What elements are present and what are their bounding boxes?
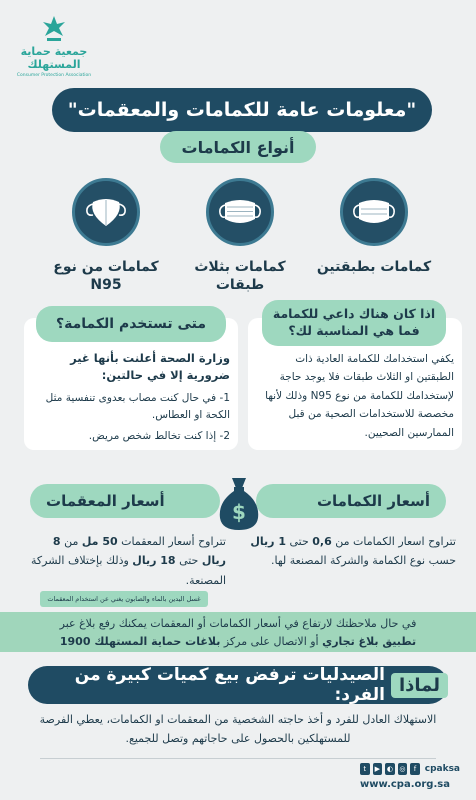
report-app-name: تطبيق بلاغ تجاري <box>322 634 417 648</box>
card-suitable-mask-header <box>262 300 446 346</box>
why-word: لماذا <box>391 673 448 698</box>
sanitizers-price-mid2: حتى <box>179 554 199 568</box>
logo <box>14 14 94 78</box>
logo-english: Consumer Protection Association <box>16 73 92 79</box>
sanitizers-price-pill: أسعار المعقمات <box>30 484 220 518</box>
masks-price-text <box>250 532 456 571</box>
website-link[interactable]: www.cpa.org.sa <box>360 779 450 790</box>
social-links <box>360 761 460 777</box>
youtube-icon[interactable]: ▶ <box>373 763 383 775</box>
facebook-icon[interactable]: f <box>410 763 420 775</box>
n95-mask-icon <box>72 178 140 246</box>
report-line-1: في حال ملاحظتك لارتفاع في أسعار الكمامات أو المعقمات يمكنك رفع بلاغ عبر <box>59 617 417 630</box>
sanitizers-price-from: 50 مل <box>81 535 118 548</box>
svg-text:$: $ <box>232 500 246 524</box>
twitter-icon[interactable]: t <box>360 763 370 775</box>
instagram-icon[interactable]: ◎ <box>399 765 406 773</box>
title-banner: "معلومات عامة للكمامات والمعقمات" <box>52 88 432 132</box>
card-suitable-mask-text: يكفي استخدامك للكمامة العادية ذات الطبقتين او الثلاث طبقات فلا يوجد حاجة لإستخدامك للكمامة من نوع N95 وذلك لأنها مخصصة للاستخدامات الصحية من قبل الممارسين الصحيين. <box>265 353 454 439</box>
logo-mark-icon <box>37 14 71 44</box>
social-handle[interactable]: cpaksa <box>424 764 461 774</box>
masks-price-text-1: تتراوح اسعار الكمامات من <box>335 535 456 548</box>
mask-label-two-layer: كمامات بطبقتين <box>316 259 432 275</box>
footer-divider <box>40 758 436 759</box>
card-when-use-item-2: 2- إذا كنت تخالط شخص مريض. <box>88 430 230 442</box>
masks-price-to: 1 ريال <box>250 535 286 548</box>
handwash-note: غسل اليدين بالماء والصابون يغني عن استخدام المعقمات <box>40 591 208 607</box>
card-when-use-lead: وزارة الصحة أعلنت بأنها غير ضرورية إلا في حالتين: <box>70 351 230 383</box>
card-when-use-item-1: 1- في حال كنت مصاب بعدوى تنفسية مثل الكحة او العطاس. <box>45 392 230 422</box>
three-layer-mask-icon <box>206 178 274 246</box>
report-mid: أو الاتصال على مركز <box>223 634 319 648</box>
report-line-2 <box>10 633 466 651</box>
sanitizers-price-text-2: وذلك بإختلاف الشركة المصنعة. <box>31 554 226 587</box>
masks-price-text-2: حسب نوع الكمامة والشركة المصنعة لها. <box>270 554 456 568</box>
logo-arabic-line1: جمعية حماية <box>20 45 88 58</box>
mask-label-n95: كمامات من نوع N95 <box>53 259 159 294</box>
snapchat-icon[interactable]: ◐ <box>386 765 393 773</box>
card-suitable-header-line1: اذا كان هناك داعي للكمامة <box>272 306 436 322</box>
card-when-use-header: متى تستخدم الكمامة؟ <box>36 306 226 342</box>
card-suitable-header-line2: فما هي المناسبة لك؟ <box>288 323 420 338</box>
report-text <box>10 615 466 650</box>
sanitizers-price-to: 8 ريال <box>52 535 226 568</box>
why-rest: الصيدليات ترفض بيع كميات كبيرة من الفرد: <box>74 665 385 705</box>
sanitizers-price-mid: من <box>64 535 79 548</box>
masks-price-mid: حتى <box>289 535 309 548</box>
sanitizers-price-text-1: تتراوح أسعار المعقمات <box>121 535 226 548</box>
bottom-text: الاستهلاك العادل للفرد و أخذ حاجته الشخصية من المعقمات او الكمامات، يعطي الفرصة للمستهلكين بالحصول على حاجاتهم وتصل للجميع. <box>39 713 437 746</box>
subtitle-pill: أنواع الكمامات <box>160 131 316 163</box>
report-center: بلاغات حماية المستهلك 1900 <box>59 634 221 648</box>
logo-arabic-line2: المستهلك <box>27 57 81 71</box>
sanitizers-price-to2: 18 ريال <box>132 554 176 568</box>
masks-price-from: 0,6 <box>312 535 332 548</box>
mask-label-three-layer: كمامات بثلاث طبقات <box>194 259 286 294</box>
sanitizers-price-text <box>26 532 226 590</box>
why-banner <box>28 666 448 704</box>
two-layer-mask-icon <box>340 178 408 246</box>
masks-price-pill: أسعار الكمامات <box>256 484 446 518</box>
money-bag-icon <box>214 474 264 532</box>
